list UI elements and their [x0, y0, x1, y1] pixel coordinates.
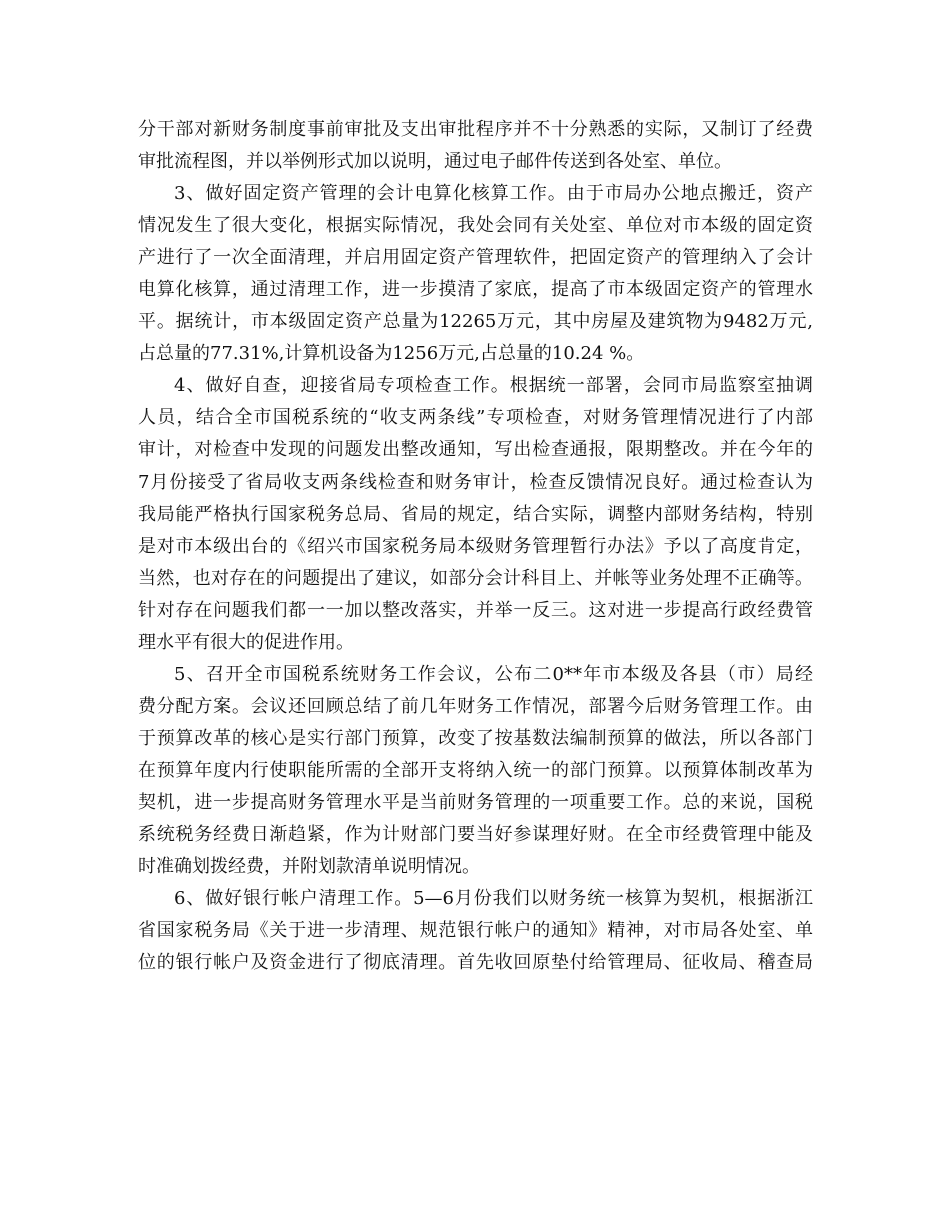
text-line: 占总量的77.31%,计算机设备为1256万元,占总量的10.24 %。 [138, 343, 645, 365]
text-line: 省国家税务局《关于进一步清理、规范银行帐户的通知》精神，对市局各处室、单 [138, 920, 813, 942]
text-line: 于预算改革的核心是实行部门预算，改变了按基数法编制预算的做法，所以各部门 [138, 727, 813, 749]
text-line: 情况发生了很大变化，根据实际情况，我处会同有关处室、单位对市本级的固定资 [138, 215, 813, 237]
text-line: 审批流程图，并以举例形式加以说明，通过电子邮件传送到各处室、单位。 [138, 151, 732, 173]
text-line: 我局能严格执行国家税务总局、省局的规定，结合实际，调整内部财务结构，特别 [138, 503, 813, 525]
text-line: 位的银行帐户及资金进行了彻底清理。首先收回原垫付给管理局、征收局、稽查局 [138, 952, 813, 974]
text-line: 理水平有很大的促进作用。 [138, 631, 354, 653]
paragraph-start-line: 5、召开全市国税系统财务工作会议，公布二0**年市本级及各县（市）局经 [174, 663, 813, 685]
document-body [138, 114, 813, 979]
paragraph-start-line: 4、做好自查，迎接省局专项检查工作。根据统一部署，会同市局监察室抽调 [174, 375, 813, 397]
text-line: 费分配方案。会议还回顾总结了前几年财务工作情况，部署今后财务管理工作。由 [138, 695, 813, 717]
text-line: 针对存在问题我们都一一加以整改落实，并举一反三。这对进一步提高行政经费管 [138, 599, 813, 621]
text-line: 电算化核算，通过清理工作，进一步摸清了家底，提高了市本级固定资产的管理水 [138, 279, 813, 301]
text-line: 产进行了一次全面清理，并启用固定资产管理软件，把固定资产的管理纳入了会计 [138, 247, 813, 269]
text-line: 是对市本级出台的《绍兴市国家税务局本级财务管理暂行办法》予以了高度肯定， [138, 535, 813, 557]
text-line: 平。据统计，市本级固定资产总量为12265万元，其中房屋及建筑物为9482万元, [138, 311, 813, 333]
text-line: 人员，结合全市国税系统的“收支两条线”专项检查，对财务管理情况进行了内部 [138, 407, 813, 429]
text-line: 在预算年度内行使职能所需的全部开支将纳入统一的部门预算。以预算体制改革为 [138, 759, 813, 781]
paragraph-start-line: 3、做好固定资产管理的会计电算化核算工作。由于市局办公地点搬迁，资产 [174, 183, 813, 205]
paragraph-start-line: 6、做好银行帐户清理工作。5—6月份我们以财务统一核算为契机，根据浙江 [174, 888, 813, 910]
text-line: 当然，也对存在的问题提出了建议，如部分会计科目上、并帐等业务处理不正确等。 [138, 567, 813, 589]
text-line: 7月份接受了省局收支两条线检查和财务审计，检查反馈情况良好。通过检查认为 [138, 471, 813, 493]
text-line: 审计，对检查中发现的问题发出整改通知，写出检查通报，限期整改。并在今年的 [138, 439, 813, 461]
text-line: 系统税务经费日渐趋紧，作为计财部门要当好参谋理好财。在全市经费管理中能及 [138, 824, 813, 846]
text-line: 契机，进一步提高财务管理水平是当前财务管理的一项重要工作。总的来说，国税 [138, 791, 813, 813]
text-line: 分干部对新财务制度事前审批及支出审批程序并不十分熟悉的实际，又制订了经费 [138, 119, 813, 140]
text-line: 时准确划拨经费，并附划款清单说明情况。 [138, 856, 480, 878]
